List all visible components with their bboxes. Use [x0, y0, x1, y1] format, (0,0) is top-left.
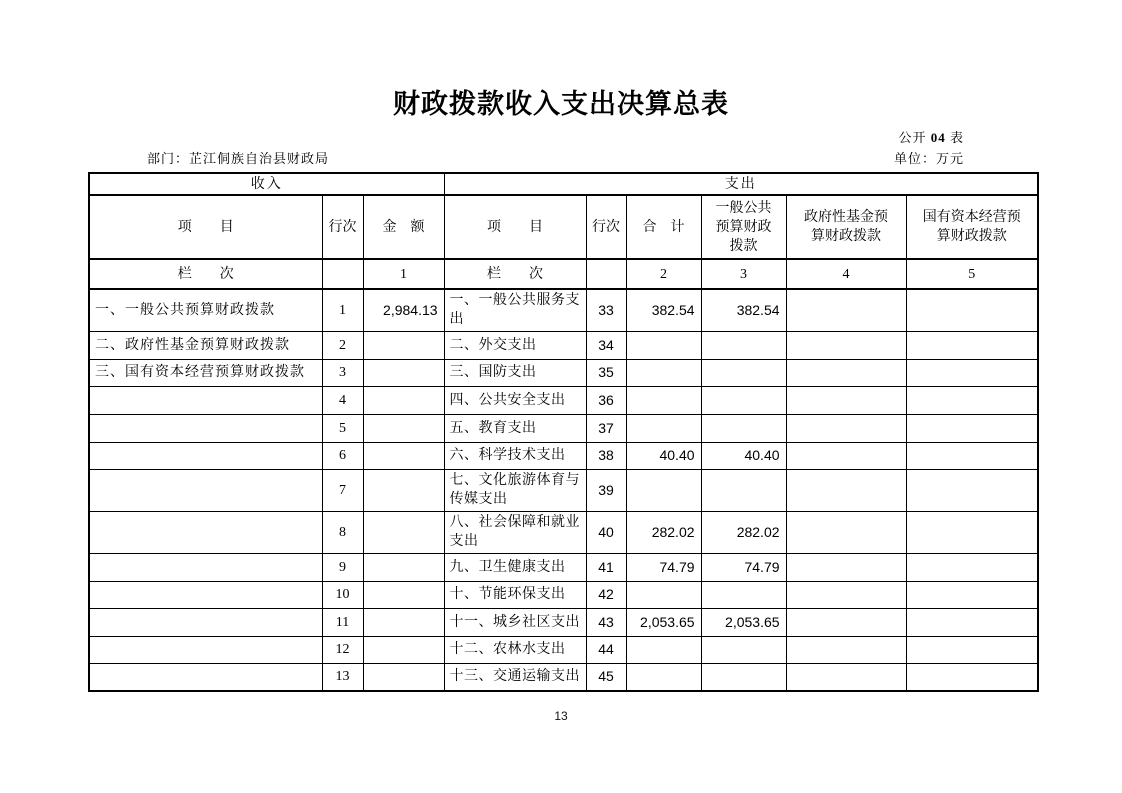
income-amount-cell	[363, 386, 444, 414]
general-budget-cell: 382.54	[701, 289, 786, 331]
expense-line-cell: 39	[586, 469, 626, 511]
fiscal-appropriation-table	[88, 172, 1039, 692]
table-row	[89, 414, 1038, 442]
total-cell: 40.40	[626, 442, 701, 469]
income-item-cell	[89, 553, 322, 581]
expense-line-header: 行次	[586, 195, 626, 259]
income-item-cell	[89, 581, 322, 608]
table-row	[89, 608, 1038, 636]
total-cell: 382.54	[626, 289, 701, 331]
income-item-cell	[89, 608, 322, 636]
department-label: 部门：芷江侗族自治县财政局	[147, 151, 330, 166]
expense-item-cell: 三、国防支出	[444, 359, 586, 386]
income-line-cell: 6	[322, 442, 363, 469]
income-band-header: 收入	[89, 173, 444, 195]
section-band-row	[89, 173, 1038, 195]
expense-band-header: 支出	[444, 173, 1038, 195]
general-budget-cell	[701, 331, 786, 359]
general-budget-cell	[701, 359, 786, 386]
expense-item-cell: 十一、城乡社区支出	[444, 608, 586, 636]
table-row	[89, 663, 1038, 691]
income-amount-cell	[363, 414, 444, 442]
income-amount-cell	[363, 663, 444, 691]
table-row	[89, 581, 1038, 608]
gov-fund-cell	[786, 414, 906, 442]
table-row	[89, 386, 1038, 414]
income-amount-cell	[363, 331, 444, 359]
total-header: 合 计	[626, 195, 701, 259]
total-cell	[626, 636, 701, 663]
gov-fund-cell	[786, 553, 906, 581]
table-row	[89, 511, 1038, 553]
expense-line-cell: 38	[586, 442, 626, 469]
income-item-cell	[89, 414, 322, 442]
income-line-header: 行次	[322, 195, 363, 259]
table-row	[89, 359, 1038, 386]
income-item-cell	[89, 442, 322, 469]
general-budget-cell	[701, 581, 786, 608]
total-cell	[626, 581, 701, 608]
gov-fund-cell	[786, 469, 906, 511]
gov-fund-cell	[786, 511, 906, 553]
expense-line-cell: 42	[586, 581, 626, 608]
income-amount-cell: 2,984.13	[363, 289, 444, 331]
gov-fund-cell	[786, 581, 906, 608]
income-amount-header: 金 额	[363, 195, 444, 259]
gov-fund-cell	[786, 663, 906, 691]
table-code-prefix: 公开	[898, 130, 927, 145]
general-budget-cell	[701, 663, 786, 691]
table-row	[89, 469, 1038, 511]
state-capital-cell	[906, 414, 1038, 442]
income-line-cell: 4	[322, 386, 363, 414]
income-line-cell: 10	[322, 581, 363, 608]
expense-item-cell: 十二、农林水支出	[444, 636, 586, 663]
total-cell	[626, 386, 701, 414]
income-line-cell: 7	[322, 469, 363, 511]
total-cell	[626, 359, 701, 386]
income-item-cell: 二、政府性基金预算财政拨款	[89, 331, 322, 359]
expense-line-cell: 36	[586, 386, 626, 414]
expense-line-cell: 35	[586, 359, 626, 386]
table-row	[89, 553, 1038, 581]
total-index: 2	[626, 259, 701, 289]
income-index-label: 栏 次	[89, 259, 322, 289]
expense-line-cell: 45	[586, 663, 626, 691]
state-capital-index: 5	[906, 259, 1038, 289]
expense-item-cell: 六、科学技术支出	[444, 442, 586, 469]
income-line-index-cell	[322, 259, 363, 289]
income-item-cell: 一、一般公共预算财政拨款	[89, 289, 322, 331]
column-index-row	[89, 259, 1038, 289]
general-budget-cell	[701, 469, 786, 511]
state-capital-cell	[906, 469, 1038, 511]
total-cell: 74.79	[626, 553, 701, 581]
income-item-cell	[89, 511, 322, 553]
expense-index-label: 栏 次	[444, 259, 586, 289]
expense-line-cell: 33	[586, 289, 626, 331]
income-amount-cell	[363, 581, 444, 608]
table-row	[89, 289, 1038, 331]
page-number: 13	[554, 709, 568, 723]
column-header-row	[89, 195, 1038, 259]
total-cell	[626, 663, 701, 691]
income-item-cell	[89, 469, 322, 511]
general-index: 3	[701, 259, 786, 289]
income-line-cell: 1	[322, 289, 363, 331]
income-amount-cell	[363, 553, 444, 581]
total-cell	[626, 469, 701, 511]
general-budget-cell: 40.40	[701, 442, 786, 469]
state-capital-cell	[906, 553, 1038, 581]
total-cell	[626, 331, 701, 359]
general-budget-cell	[701, 414, 786, 442]
general-budget-cell	[701, 636, 786, 663]
state-capital-cell	[906, 359, 1038, 386]
expense-line-cell: 43	[586, 608, 626, 636]
general-budget-cell: 2,053.65	[701, 608, 786, 636]
income-line-cell: 12	[322, 636, 363, 663]
expense-line-cell: 41	[586, 553, 626, 581]
gov-fund-cell	[786, 331, 906, 359]
general-budget-cell: 74.79	[701, 553, 786, 581]
expense-item-cell: 四、公共安全支出	[444, 386, 586, 414]
income-amount-cell	[363, 608, 444, 636]
expense-line-cell: 40	[586, 511, 626, 553]
general-budget-cell: 282.02	[701, 511, 786, 553]
income-line-cell: 11	[322, 608, 363, 636]
expense-item-cell: 二、外交支出	[444, 331, 586, 359]
state-capital-cell	[906, 663, 1038, 691]
expense-item-header: 项 目	[444, 195, 586, 259]
state-capital-cell	[906, 331, 1038, 359]
expense-item-cell: 一、一般公共服务支出	[444, 289, 586, 331]
page-title: 财政拨款收入支出决算总表	[393, 89, 729, 119]
income-amount-cell	[363, 636, 444, 663]
expense-item-cell: 九、卫生健康支出	[444, 553, 586, 581]
expense-line-cell: 37	[586, 414, 626, 442]
state-capital-cell	[906, 636, 1038, 663]
income-line-cell: 3	[322, 359, 363, 386]
state-capital-cell	[906, 581, 1038, 608]
general-budget-cell	[701, 386, 786, 414]
expense-item-cell: 八、社会保障和就业支出	[444, 511, 586, 553]
gov-fund-cell	[786, 636, 906, 663]
income-line-cell: 13	[322, 663, 363, 691]
income-line-cell: 5	[322, 414, 363, 442]
total-cell	[626, 414, 701, 442]
expense-item-cell: 五、教育支出	[444, 414, 586, 442]
income-item-cell	[89, 636, 322, 663]
table-code-number: 04	[930, 130, 946, 145]
table-code-suffix: 表	[949, 130, 964, 145]
income-amount-cell	[363, 511, 444, 553]
income-line-cell: 9	[322, 553, 363, 581]
gov-fund-cell	[786, 289, 906, 331]
unit-label: 单位：万元	[893, 151, 964, 166]
gov-fund-cell	[786, 359, 906, 386]
state-capital-cell	[906, 608, 1038, 636]
table-code-label	[898, 127, 964, 146]
gov-fund-cell	[786, 386, 906, 414]
state-capital-header: 国有资本经营预算财政拨款	[906, 195, 1038, 259]
income-item-header: 项 目	[89, 195, 322, 259]
income-item-cell	[89, 663, 322, 691]
amount-index: 1	[363, 259, 444, 289]
state-capital-cell	[906, 289, 1038, 331]
income-line-cell: 8	[322, 511, 363, 553]
expense-item-cell: 七、文化旅游体育与传媒支出	[444, 469, 586, 511]
state-capital-cell	[906, 511, 1038, 553]
state-capital-cell	[906, 442, 1038, 469]
expense-line-cell: 34	[586, 331, 626, 359]
income-item-cell: 三、国有资本经营预算财政拨款	[89, 359, 322, 386]
total-cell: 2,053.65	[626, 608, 701, 636]
gov-fund-cell	[786, 608, 906, 636]
total-cell: 282.02	[626, 511, 701, 553]
table-row	[89, 636, 1038, 663]
general-budget-header: 一般公共预算财政拨款	[701, 195, 786, 259]
income-item-cell	[89, 386, 322, 414]
gov-fund-cell	[786, 442, 906, 469]
expense-item-cell: 十、节能环保支出	[444, 581, 586, 608]
state-capital-cell	[906, 386, 1038, 414]
table-row	[89, 442, 1038, 469]
income-amount-cell	[363, 469, 444, 511]
gov-fund-header: 政府性基金预算财政拨款	[786, 195, 906, 259]
gov-fund-index: 4	[786, 259, 906, 289]
expense-item-cell: 十三、交通运输支出	[444, 663, 586, 691]
income-amount-cell	[363, 359, 444, 386]
expense-line-cell: 44	[586, 636, 626, 663]
income-line-cell: 2	[322, 331, 363, 359]
table-row	[89, 331, 1038, 359]
income-amount-cell	[363, 442, 444, 469]
expense-line-index-cell	[586, 259, 626, 289]
